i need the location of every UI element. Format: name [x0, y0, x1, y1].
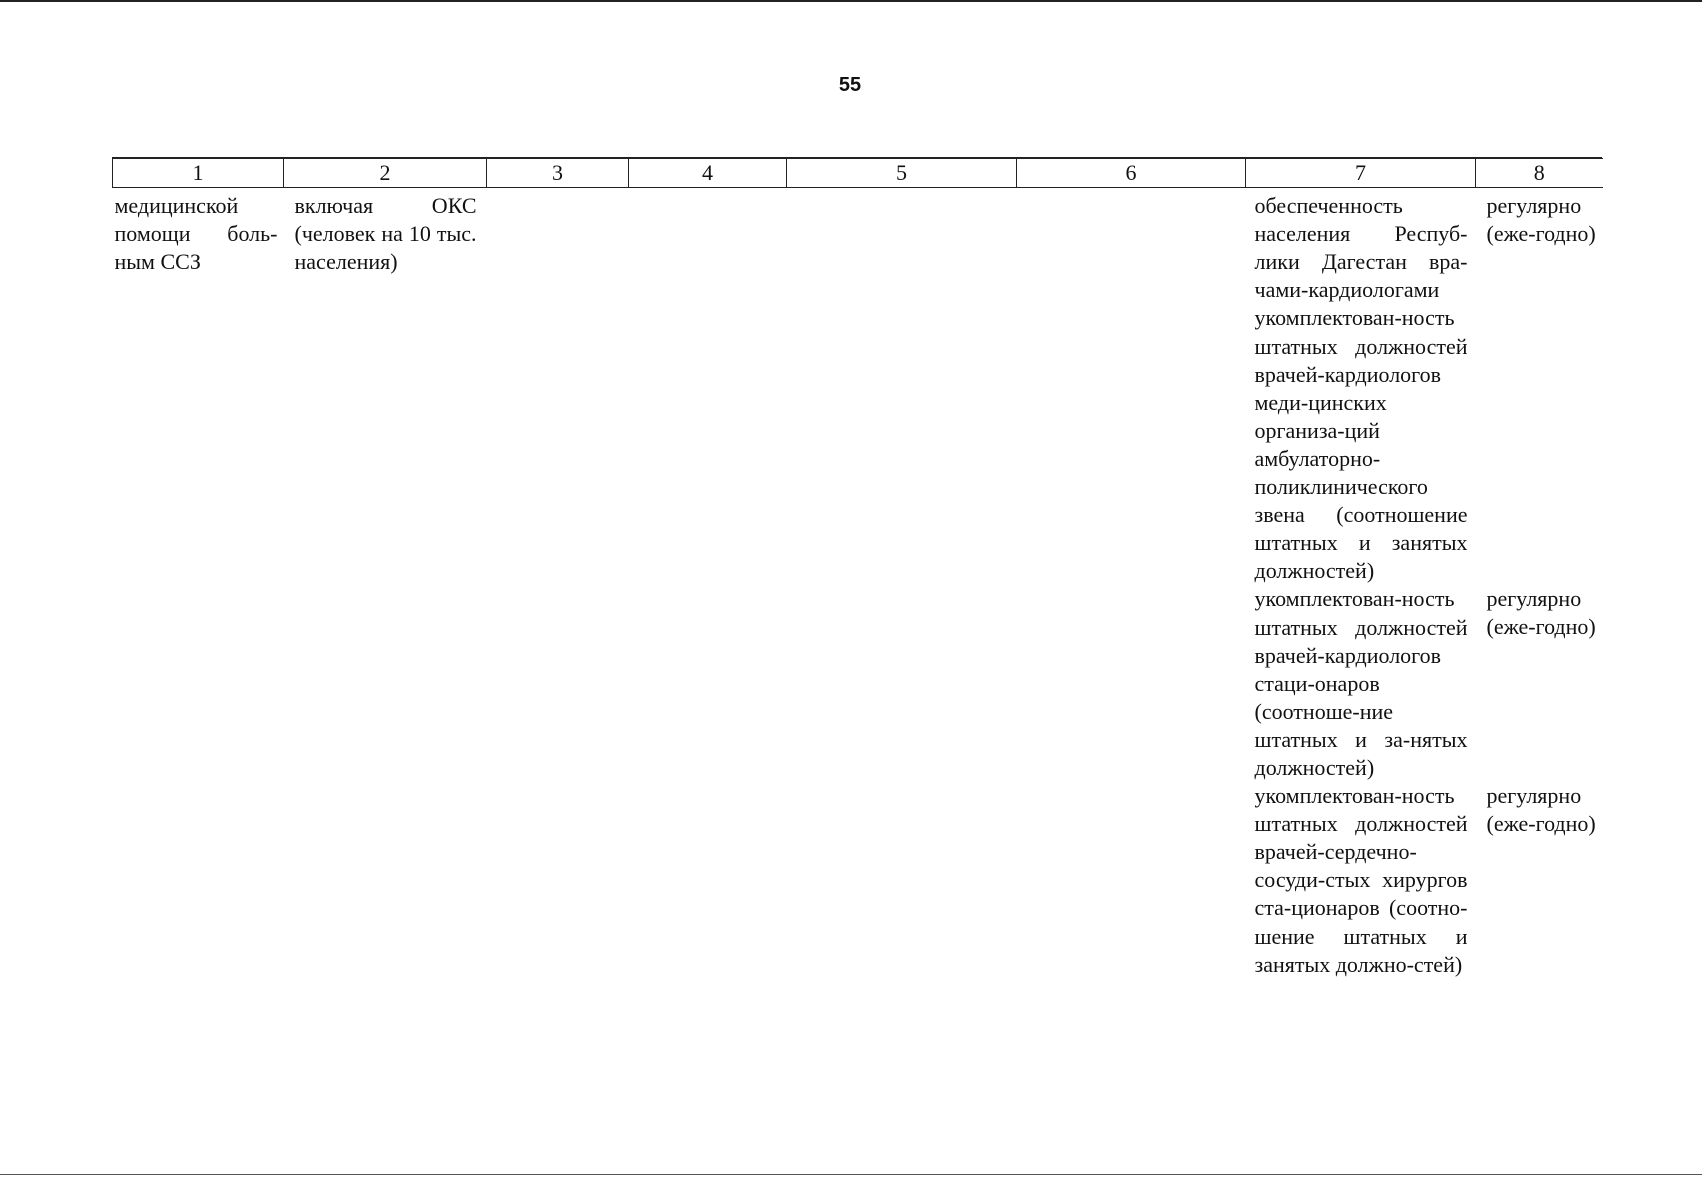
- page-top-edge: [0, 0, 1702, 2]
- header-cell-7: 7: [1246, 159, 1476, 188]
- cell-col-4: [629, 188, 787, 979]
- cell-text-indicator: включая ОКС (человек на 10 тыс. населения): [294, 193, 477, 275]
- col8-entry-2: регулярно (еже-годно): [1486, 586, 1596, 640]
- page-number: 55: [838, 74, 862, 96]
- header-row: [113, 159, 1603, 188]
- header-cell-6: 6: [1017, 159, 1246, 188]
- cell-col-1: [113, 188, 284, 979]
- cell-col-8: [1476, 188, 1603, 979]
- cell-text-list-col8: [1476, 188, 1603, 838]
- header-cell-2: 2: [284, 159, 487, 188]
- indicator-table: [112, 158, 1603, 979]
- col7-entry-1: обеспеченность населения Респуб-лики Дагестан вра-чами-кардиологами укомплектован-ность штатных должностей врачей-кардиологов меди-цинских организа-ций амбулаторно-поликлинического звена (соотношение штатных и занятых должностей): [1254, 193, 1468, 584]
- header-cell-4: 4: [629, 159, 787, 188]
- header-cell-8: 8: [1476, 159, 1603, 188]
- cell-col-7: [1246, 188, 1476, 979]
- header-cell-3: 3: [487, 159, 629, 188]
- cell-text-list-col7: [1246, 188, 1476, 979]
- page-bottom-edge: [0, 1174, 1702, 1175]
- header-cell-1: 1: [113, 159, 284, 188]
- col8-entry-3: регулярно (еже-годно): [1486, 783, 1596, 837]
- col8-entry-1: регулярно (еже-годно): [1486, 193, 1596, 247]
- header-cell-5: 5: [787, 159, 1017, 188]
- cell-col-6: [1017, 188, 1246, 979]
- table-row: [113, 188, 1603, 979]
- cell-col-5: [787, 188, 1017, 979]
- col7-entry-3: укомплектован-ность штатных должностей врачей-сердечно-сосуди-стых хирургов ста-ционаров (соотно-шение штатных и занятых должно-стей): [1254, 783, 1468, 977]
- col7-entry-2: укомплектован-ность штатных должностей врачей-кардиологов стаци-онаров (соотноше-ние штатных и за-нятых должностей): [1254, 586, 1468, 780]
- cell-col-2: [284, 188, 487, 979]
- cell-col-3: [487, 188, 629, 979]
- cell-text-direction: медицинской помощи боль-ным ССЗ: [114, 193, 278, 275]
